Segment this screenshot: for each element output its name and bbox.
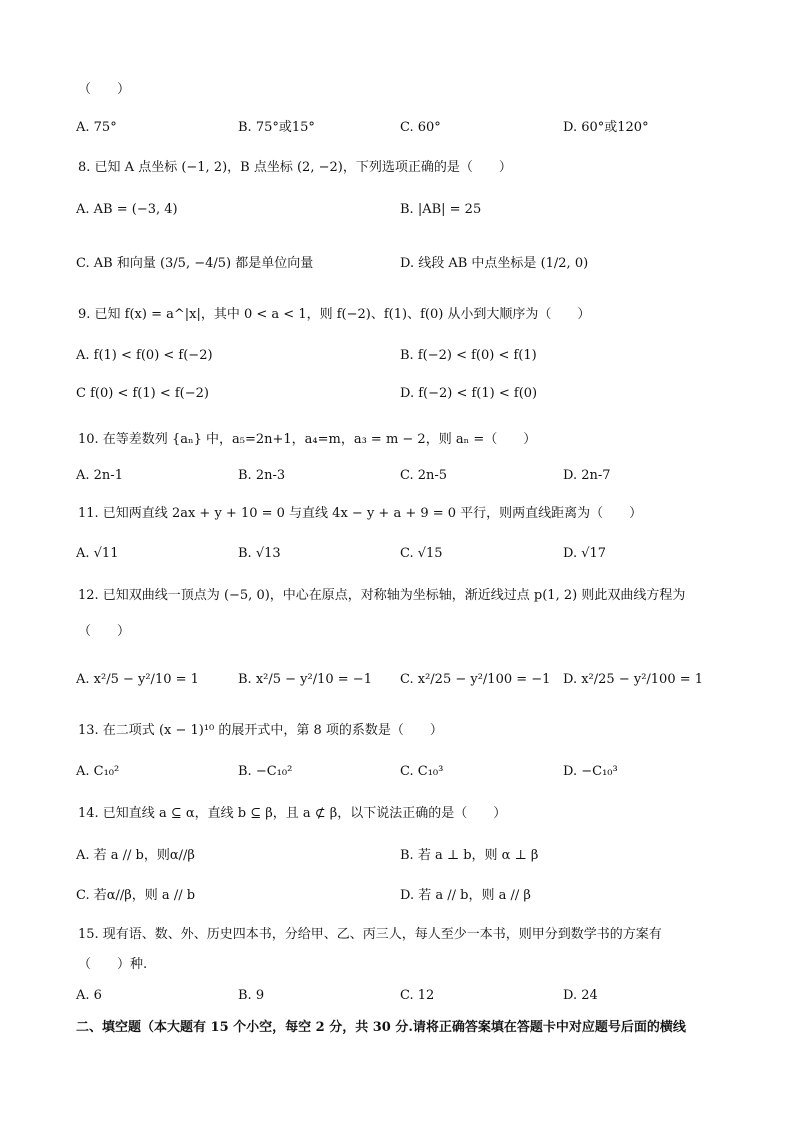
q10-stem: 10. 在等差数列 {aₙ} 中，a₅=2n+1，a₄=m，a₃ = m − 2，则 aₙ =（ ） <box>78 432 537 447</box>
q15-option-d: D. 24 <box>563 988 598 1003</box>
q10-option-c: C. 2n-5 <box>400 468 448 483</box>
q13-option-a: A. C₁₀² <box>76 764 120 779</box>
q8-option-b: B. |AB| = 25 <box>400 202 482 217</box>
q7-option-b: B. 75°或15° <box>238 120 315 135</box>
q7-paren: （ ） <box>78 82 131 97</box>
q13-stem: 13. 在二项式 (x − 1)¹⁰ 的展开式中，第 8 项的系数是（ ） <box>78 723 443 738</box>
section-heading: 二、填空题（本大题有 15 个小空，每空 2 分，共 30 分.请将正确答案填在答题卡中对应题号后面的横线 <box>76 1020 686 1035</box>
q13-option-d: D. −C₁₀³ <box>563 764 618 779</box>
q14-option-b: B. 若 a ⊥ b，则 α ⊥ β <box>400 848 539 863</box>
q11-option-b: B. √13 <box>238 546 281 561</box>
q12-option-a: A. x²/5 − y²/10 = 1 <box>76 672 199 687</box>
q7-option-a: A. 75° <box>76 120 117 135</box>
q14-option-a: A. 若 a // b，则α//β <box>76 848 195 863</box>
q15-option-b: B. 9 <box>238 988 265 1003</box>
q14-option-d: D. 若 a // b，则 a // β <box>400 888 531 903</box>
q14-stem: 14. 已知直线 a ⊆ α，直线 b ⊆ β，且 a ⊄ β，以下说法正确的是（ ） <box>78 806 507 821</box>
q9-option-b: B. f(−2) < f(0) < f(1) <box>400 348 537 363</box>
q11-stem: 11. 已知两直线 2ax + y + 10 = 0 与直线 4x − y + a + 9 = 0 平行，则两直线距离为（ ） <box>78 506 643 521</box>
q15-option-c: C. 12 <box>400 988 435 1003</box>
q8-option-d: D. 线段 AB 中点坐标是 (1/2, 0) <box>400 256 589 271</box>
q12-option-d: D. x²/25 − y²/100 = 1 <box>563 672 704 687</box>
q10-option-a: A. 2n-1 <box>76 468 123 483</box>
q7-option-d: D. 60°或120° <box>563 120 649 135</box>
q7-option-c: C. 60° <box>400 120 441 135</box>
q15-stem-cont: （ ）种. <box>78 957 148 972</box>
q8-option-c: C. AB 和向量 (3/5, −4/5) 都是单位向量 <box>76 256 314 271</box>
q9-option-c: C f(0) < f(1) < f(−2) <box>76 386 209 401</box>
q10-option-b: B. 2n-3 <box>238 468 286 483</box>
q12-stem: 12. 已知双曲线一顶点为 (−5, 0)，中心在原点，对称轴为坐标轴，渐近线过点 p(1, 2) 则此双曲线方程为 <box>78 588 686 603</box>
q11-option-c: C. √15 <box>400 546 443 561</box>
q8-option-a: A. AB = (−3, 4) <box>76 202 178 217</box>
q12-paren: （ ） <box>78 624 131 639</box>
q9-stem: 9. 已知 f(x) = a^|x|，其中 0 < a < 1，则 f(−2)、f(1)、f(0) 从小到大顺序为（ ） <box>78 307 591 322</box>
q9-option-d: D. f(−2) < f(1) < f(0) <box>400 386 538 401</box>
q15-stem: 15. 现有语、数、外、历史四本书，分给甲、乙、丙三人，每人至少一本书，则甲分到数学书的方案有 <box>78 927 662 942</box>
q11-option-a: A. √11 <box>76 546 119 561</box>
q12-option-c: C. x²/25 − y²/100 = −1 <box>400 672 551 687</box>
q13-option-b: B. −C₁₀² <box>238 764 293 779</box>
q8-stem: 8. 已知 A 点坐标 (−1, 2)，B 点坐标 (2, −2)，下列选项正确的是（ ） <box>78 160 512 175</box>
q11-option-d: D. √17 <box>563 546 607 561</box>
q15-option-a: A. 6 <box>76 988 102 1003</box>
q14-option-c: C. 若α//β，则 a // b <box>76 888 196 903</box>
q13-option-c: C. C₁₀³ <box>400 764 444 779</box>
q9-option-a: A. f(1) < f(0) < f(−2) <box>76 348 213 363</box>
q12-option-b: B. x²/5 − y²/10 = −1 <box>238 672 372 687</box>
q10-option-d: D. 2n-7 <box>563 468 611 483</box>
